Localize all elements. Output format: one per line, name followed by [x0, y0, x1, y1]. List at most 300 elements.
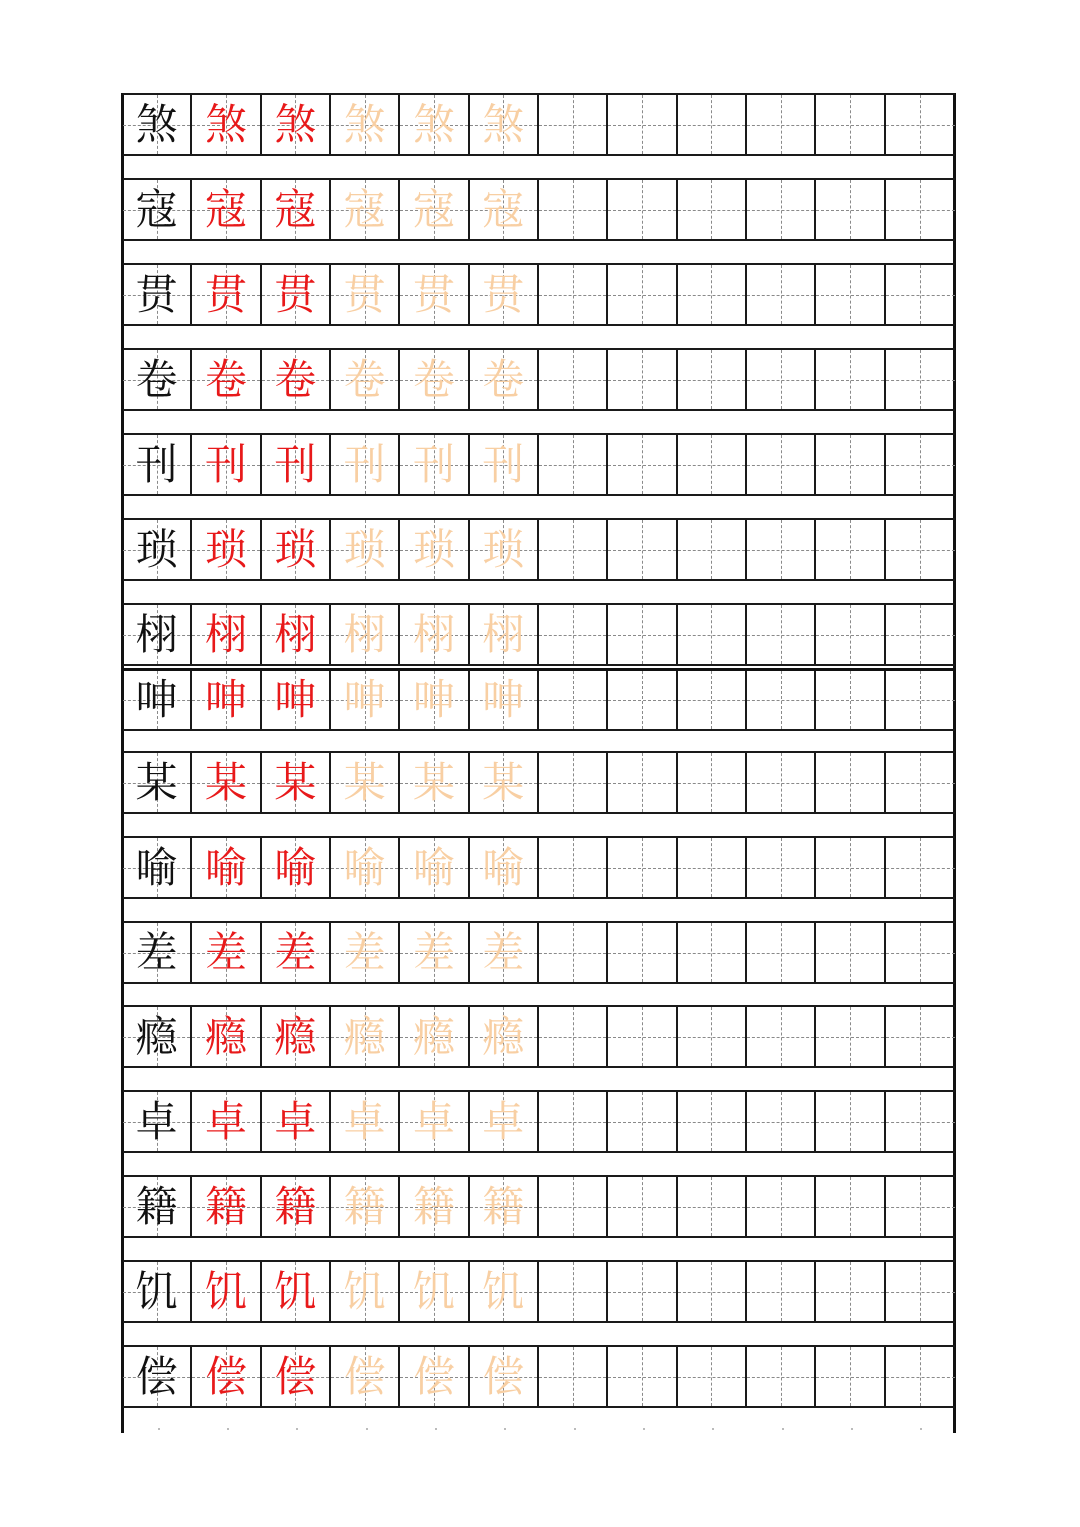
red-character: 偿 — [274, 1351, 317, 1401]
trace-character-cell — [400, 605, 469, 664]
red-character: 刊 — [204, 439, 247, 489]
empty-practice-cell — [816, 838, 885, 897]
model-character: 栩 — [135, 609, 178, 659]
trace-character: 某 — [412, 757, 455, 807]
trace-character: 饥 — [482, 1266, 525, 1316]
trace-character: 喻 — [412, 842, 455, 892]
model-character: 喻 — [135, 842, 178, 892]
trace-character-cell — [331, 520, 400, 579]
red-character: 某 — [274, 757, 317, 807]
red-character: 差 — [274, 927, 317, 977]
trace-character-cell — [331, 350, 400, 409]
red-character: 饥 — [204, 1266, 247, 1316]
trace-character: 饥 — [412, 1266, 455, 1316]
model-character-cell — [123, 1347, 192, 1406]
model-character-cell — [123, 1092, 192, 1151]
trace-character-cell — [470, 671, 539, 729]
trace-character-cell — [331, 1007, 400, 1066]
trace-character-cell — [400, 435, 469, 494]
empty-practice-cell — [678, 1262, 747, 1321]
example-character-cell — [192, 350, 261, 409]
trace-character: 琐 — [343, 524, 386, 574]
empty-practice-cell — [747, 95, 816, 154]
model-character-cell — [123, 923, 192, 982]
trace-character: 籍 — [482, 1181, 525, 1231]
red-character: 煞 — [204, 99, 247, 149]
empty-practice-cell — [816, 1347, 885, 1406]
trace-character-cell — [400, 923, 469, 982]
trace-character-cell — [331, 671, 400, 729]
empty-practice-cell — [747, 435, 816, 494]
empty-practice-cell — [608, 435, 677, 494]
empty-practice-cell — [608, 1092, 677, 1151]
empty-practice-cell — [539, 1347, 608, 1406]
example-character-cell — [192, 1347, 261, 1406]
example-character-cell — [262, 520, 331, 579]
empty-practice-cell — [539, 1177, 608, 1236]
trace-character-cell — [331, 923, 400, 982]
trace-character-cell — [400, 1007, 469, 1066]
trace-character: 饥 — [343, 1266, 386, 1316]
model-character-cell — [123, 605, 192, 664]
empty-practice-cell — [539, 1262, 608, 1321]
empty-practice-cell — [747, 1092, 816, 1151]
empty-practice-cell — [886, 180, 955, 239]
trace-character-cell — [470, 180, 539, 239]
trace-character: 寇 — [343, 184, 386, 234]
trace-character: 煞 — [343, 99, 386, 149]
trace-character: 卓 — [412, 1096, 455, 1146]
trace-character: 卷 — [412, 354, 455, 404]
red-character: 卷 — [204, 354, 247, 404]
example-character-cell — [262, 180, 331, 239]
trace-character-cell — [470, 1262, 539, 1321]
empty-practice-cell — [539, 671, 608, 729]
character-row — [123, 921, 955, 984]
red-character: 刊 — [274, 439, 317, 489]
model-character: 饥 — [135, 1266, 178, 1316]
model-character-cell — [123, 435, 192, 494]
trace-character-cell — [331, 265, 400, 324]
example-character-cell — [262, 1177, 331, 1236]
empty-practice-cell — [678, 520, 747, 579]
empty-practice-cell — [886, 435, 955, 494]
model-character-cell — [123, 265, 192, 324]
trace-character-cell — [331, 838, 400, 897]
example-character-cell — [262, 1092, 331, 1151]
example-character-cell — [192, 95, 261, 154]
empty-practice-cell — [816, 923, 885, 982]
empty-practice-cell — [816, 1262, 885, 1321]
empty-practice-cell — [608, 605, 677, 664]
trace-character: 栩 — [412, 609, 455, 659]
trace-character-cell — [470, 1007, 539, 1066]
trace-character-cell — [400, 1347, 469, 1406]
empty-practice-cell — [608, 671, 677, 729]
empty-practice-cell — [539, 923, 608, 982]
empty-practice-cell — [886, 923, 955, 982]
red-character: 差 — [204, 927, 247, 977]
empty-practice-cell — [816, 350, 885, 409]
empty-practice-cell — [608, 95, 677, 154]
trace-character: 瘾 — [343, 1011, 386, 1061]
model-character: 瘾 — [135, 1011, 178, 1061]
trace-character-cell — [400, 95, 469, 154]
character-row — [123, 178, 955, 241]
bottom-guide-dots — [123, 1428, 955, 1432]
empty-practice-cell — [747, 265, 816, 324]
character-row — [123, 668, 955, 731]
model-character-cell — [123, 95, 192, 154]
red-character: 栩 — [274, 609, 317, 659]
trace-character: 某 — [482, 757, 525, 807]
model-character: 呻 — [135, 675, 178, 724]
empty-practice-cell — [886, 671, 955, 729]
empty-practice-cell — [886, 753, 955, 812]
model-character-cell — [123, 350, 192, 409]
model-character-cell — [123, 671, 192, 729]
red-character: 偿 — [204, 1351, 247, 1401]
character-row — [123, 836, 955, 899]
trace-character-cell — [331, 435, 400, 494]
empty-practice-cell — [539, 520, 608, 579]
empty-practice-cell — [816, 671, 885, 729]
red-character: 饥 — [274, 1266, 317, 1316]
example-character-cell — [262, 671, 331, 729]
red-character: 寇 — [274, 184, 317, 234]
empty-practice-cell — [608, 1177, 677, 1236]
example-character-cell — [192, 265, 261, 324]
empty-practice-cell — [747, 605, 816, 664]
red-character: 栩 — [204, 609, 247, 659]
trace-character-cell — [400, 753, 469, 812]
trace-character-cell — [400, 1177, 469, 1236]
empty-practice-cell — [678, 1092, 747, 1151]
red-character: 喻 — [274, 842, 317, 892]
character-row — [123, 93, 955, 156]
empty-practice-cell — [816, 753, 885, 812]
empty-practice-cell — [678, 435, 747, 494]
trace-character: 呻 — [412, 675, 455, 724]
example-character-cell — [192, 520, 261, 579]
model-character-cell — [123, 838, 192, 897]
character-row — [123, 1005, 955, 1068]
trace-character: 瘾 — [482, 1011, 525, 1061]
red-character: 琐 — [204, 524, 247, 574]
empty-practice-cell — [539, 753, 608, 812]
trace-character: 栩 — [482, 609, 525, 659]
model-character-cell — [123, 180, 192, 239]
trace-character: 寇 — [412, 184, 455, 234]
trace-character-cell — [400, 520, 469, 579]
empty-practice-cell — [539, 350, 608, 409]
empty-practice-cell — [747, 350, 816, 409]
empty-practice-cell — [678, 95, 747, 154]
empty-practice-cell — [608, 1347, 677, 1406]
red-character: 寇 — [204, 184, 247, 234]
example-character-cell — [262, 838, 331, 897]
empty-practice-cell — [608, 1262, 677, 1321]
empty-practice-cell — [539, 435, 608, 494]
example-character-cell — [262, 753, 331, 812]
empty-practice-cell — [539, 180, 608, 239]
trace-character-cell — [400, 671, 469, 729]
trace-character: 偿 — [343, 1351, 386, 1401]
example-character-cell — [192, 435, 261, 494]
empty-practice-cell — [608, 350, 677, 409]
empty-practice-cell — [816, 180, 885, 239]
red-character: 贯 — [274, 269, 317, 319]
trace-character-cell — [331, 1347, 400, 1406]
trace-character: 卷 — [343, 354, 386, 404]
example-character-cell — [192, 753, 261, 812]
empty-practice-cell — [678, 1007, 747, 1066]
character-row — [123, 433, 955, 496]
empty-practice-cell — [678, 838, 747, 897]
empty-practice-cell — [747, 1347, 816, 1406]
empty-practice-cell — [886, 1347, 955, 1406]
empty-practice-cell — [678, 1177, 747, 1236]
trace-character: 卓 — [482, 1096, 525, 1146]
empty-practice-cell — [816, 95, 885, 154]
character-row — [123, 603, 955, 666]
model-character: 某 — [135, 757, 178, 807]
trace-character: 差 — [482, 927, 525, 977]
character-row — [123, 518, 955, 581]
empty-practice-cell — [539, 1007, 608, 1066]
example-character-cell — [192, 1092, 261, 1151]
example-character-cell — [192, 923, 261, 982]
trace-character-cell — [400, 1092, 469, 1151]
trace-character: 卓 — [343, 1096, 386, 1146]
trace-character: 琐 — [482, 524, 525, 574]
empty-practice-cell — [678, 923, 747, 982]
empty-practice-cell — [747, 180, 816, 239]
example-character-cell — [262, 1007, 331, 1066]
trace-character: 呻 — [343, 675, 386, 724]
red-character: 卓 — [274, 1096, 317, 1146]
empty-practice-cell — [886, 1262, 955, 1321]
trace-character: 差 — [343, 927, 386, 977]
trace-character: 琐 — [412, 524, 455, 574]
model-character: 差 — [135, 927, 178, 977]
model-character: 卷 — [135, 354, 178, 404]
trace-character: 寇 — [482, 184, 525, 234]
model-character: 煞 — [135, 99, 178, 149]
trace-character-cell — [470, 95, 539, 154]
example-character-cell — [262, 923, 331, 982]
trace-character-cell — [470, 1347, 539, 1406]
red-character: 瘾 — [274, 1011, 317, 1061]
empty-practice-cell — [747, 520, 816, 579]
red-character: 卷 — [274, 354, 317, 404]
empty-practice-cell — [816, 1007, 885, 1066]
character-row — [123, 1345, 955, 1408]
red-character: 喻 — [204, 842, 247, 892]
trace-character: 差 — [412, 927, 455, 977]
empty-practice-cell — [678, 265, 747, 324]
empty-practice-cell — [886, 605, 955, 664]
trace-character: 卷 — [482, 354, 525, 404]
trace-character: 籍 — [343, 1181, 386, 1231]
empty-practice-cell — [886, 520, 955, 579]
red-character: 某 — [204, 757, 247, 807]
trace-character-cell — [470, 1092, 539, 1151]
trace-character: 呻 — [482, 675, 525, 724]
empty-practice-cell — [608, 753, 677, 812]
example-character-cell — [262, 265, 331, 324]
empty-practice-cell — [816, 435, 885, 494]
red-character: 瘾 — [204, 1011, 247, 1061]
trace-character: 栩 — [343, 609, 386, 659]
example-character-cell — [262, 605, 331, 664]
red-character: 籍 — [274, 1181, 317, 1231]
red-character: 呻 — [204, 675, 247, 724]
red-character: 煞 — [274, 99, 317, 149]
trace-character: 喻 — [482, 842, 525, 892]
trace-character-cell — [470, 605, 539, 664]
empty-practice-cell — [678, 180, 747, 239]
empty-practice-cell — [678, 1347, 747, 1406]
empty-practice-cell — [678, 350, 747, 409]
trace-character: 某 — [343, 757, 386, 807]
empty-practice-cell — [747, 1007, 816, 1066]
trace-character: 偿 — [482, 1351, 525, 1401]
red-character: 籍 — [204, 1181, 247, 1231]
empty-practice-cell — [816, 1177, 885, 1236]
empty-practice-cell — [539, 605, 608, 664]
example-character-cell — [262, 95, 331, 154]
trace-character-cell — [400, 1262, 469, 1321]
trace-character-cell — [470, 435, 539, 494]
empty-practice-cell — [608, 1007, 677, 1066]
example-character-cell — [192, 605, 261, 664]
trace-character-cell — [470, 350, 539, 409]
empty-practice-cell — [539, 265, 608, 324]
trace-character: 贯 — [412, 269, 455, 319]
example-character-cell — [192, 1262, 261, 1321]
trace-character: 贯 — [343, 269, 386, 319]
trace-character-cell — [331, 1177, 400, 1236]
empty-practice-cell — [539, 838, 608, 897]
character-row — [123, 1090, 955, 1153]
model-character: 琐 — [135, 524, 178, 574]
model-character-cell — [123, 753, 192, 812]
trace-character: 喻 — [343, 842, 386, 892]
empty-practice-cell — [747, 923, 816, 982]
empty-practice-cell — [886, 1092, 955, 1151]
empty-practice-cell — [886, 350, 955, 409]
example-character-cell — [262, 350, 331, 409]
character-row — [123, 348, 955, 411]
model-character: 籍 — [135, 1181, 178, 1231]
empty-practice-cell — [608, 838, 677, 897]
empty-practice-cell — [747, 671, 816, 729]
red-character: 呻 — [274, 675, 317, 724]
example-character-cell — [262, 1347, 331, 1406]
empty-practice-cell — [816, 605, 885, 664]
empty-practice-cell — [608, 265, 677, 324]
trace-character-cell — [331, 1092, 400, 1151]
model-character-cell — [123, 1007, 192, 1066]
trace-character-cell — [470, 1177, 539, 1236]
trace-character-cell — [470, 520, 539, 579]
empty-practice-cell — [886, 95, 955, 154]
trace-character: 煞 — [482, 99, 525, 149]
empty-practice-cell — [678, 605, 747, 664]
trace-character: 贯 — [482, 269, 525, 319]
model-character: 贯 — [135, 269, 178, 319]
example-character-cell — [192, 180, 261, 239]
empty-practice-cell — [678, 753, 747, 812]
empty-practice-cell — [608, 923, 677, 982]
empty-practice-cell — [539, 1092, 608, 1151]
model-character: 寇 — [135, 184, 178, 234]
model-character: 刊 — [135, 439, 178, 489]
trace-character-cell — [331, 180, 400, 239]
example-character-cell — [262, 435, 331, 494]
model-character: 卓 — [135, 1096, 178, 1146]
trace-character-cell — [331, 95, 400, 154]
model-character: 偿 — [135, 1351, 178, 1401]
trace-character-cell — [331, 1262, 400, 1321]
character-row — [123, 263, 955, 326]
trace-character-cell — [400, 838, 469, 897]
empty-practice-cell — [747, 1262, 816, 1321]
trace-character: 瘾 — [412, 1011, 455, 1061]
empty-practice-cell — [539, 95, 608, 154]
trace-character-cell — [400, 265, 469, 324]
example-character-cell — [192, 671, 261, 729]
trace-character: 偿 — [412, 1351, 455, 1401]
red-character: 琐 — [274, 524, 317, 574]
trace-character-cell — [470, 923, 539, 982]
character-row — [123, 1260, 955, 1323]
empty-practice-cell — [747, 753, 816, 812]
character-row — [123, 751, 955, 814]
example-character-cell — [192, 1177, 261, 1236]
red-character: 贯 — [204, 269, 247, 319]
empty-practice-cell — [678, 671, 747, 729]
trace-character-cell — [470, 838, 539, 897]
model-character-cell — [123, 1177, 192, 1236]
model-character-cell — [123, 1262, 192, 1321]
empty-practice-cell — [886, 1007, 955, 1066]
empty-practice-cell — [816, 1092, 885, 1151]
model-character-cell — [123, 520, 192, 579]
example-character-cell — [192, 838, 261, 897]
trace-character-cell — [400, 180, 469, 239]
empty-practice-cell — [886, 838, 955, 897]
trace-character-cell — [470, 265, 539, 324]
trace-character: 刊 — [412, 439, 455, 489]
trace-character: 籍 — [412, 1181, 455, 1231]
trace-character-cell — [331, 753, 400, 812]
example-character-cell — [192, 1007, 261, 1066]
trace-character: 煞 — [412, 99, 455, 149]
red-character: 卓 — [204, 1096, 247, 1146]
empty-practice-cell — [816, 265, 885, 324]
trace-character-cell — [400, 350, 469, 409]
empty-practice-cell — [747, 1177, 816, 1236]
trace-character: 刊 — [343, 439, 386, 489]
empty-practice-cell — [608, 180, 677, 239]
empty-practice-cell — [608, 520, 677, 579]
empty-practice-cell — [816, 520, 885, 579]
example-character-cell — [262, 1262, 331, 1321]
trace-character-cell — [470, 753, 539, 812]
empty-practice-cell — [886, 265, 955, 324]
